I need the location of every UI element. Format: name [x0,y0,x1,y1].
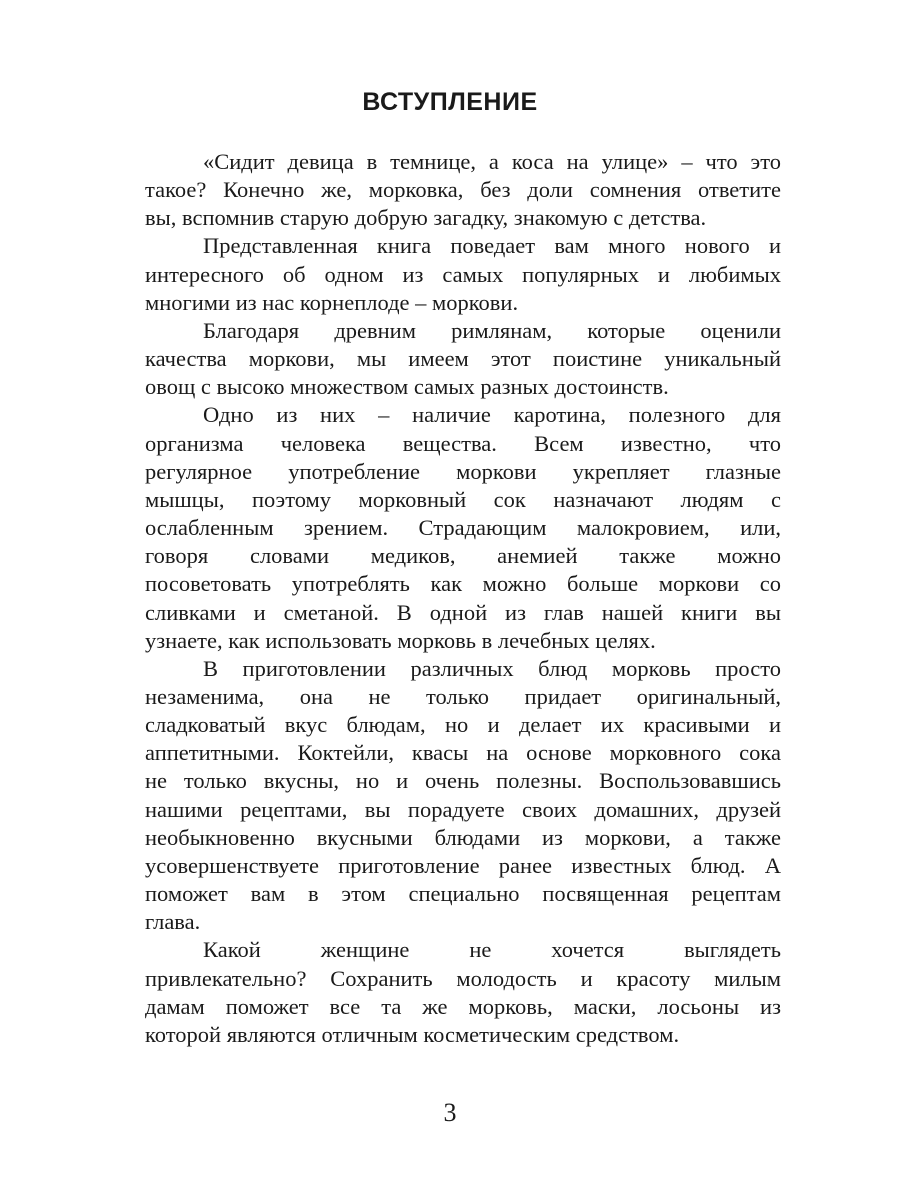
text-line: В приготовлении различных блюд морковь просто [203,655,781,681]
text-line: такое? Конечно же, морковка, без доли сомнения ответите [145,177,781,203]
text-line: дамам поможет все та же морковь, маски, лосьоны из [145,993,781,1019]
text-line: Одно из них – наличие каротина, полезного для [203,402,781,428]
text-line: Благодаря древним римлянам, которые оценили [203,317,781,343]
text-line: незаменима, она не только придает оригинальный, [145,683,781,709]
text-line: сливками и сметаной. В одной из глав нашей книги вы [145,599,781,625]
text-line: организма человека вещества. Всем известно, что [145,430,781,456]
paragraph [145,317,781,401]
text-line: нашими рецептами, вы порадуете своих домашних, друзей [145,796,781,822]
paragraph [145,148,781,232]
text-line: необыкновенно вкусными блюдами из моркови, а также [145,824,781,850]
text-line: многими из нас корнеплоде – моркови. [145,289,519,315]
text-line: регулярное употребление моркови укрепляет глазные [145,458,781,484]
paragraph [145,401,781,654]
text-line: сладковатый вкус блюдам, но и делает их красивыми и [145,712,781,738]
text-line: Какой женщине не хочется выглядеть [203,937,781,963]
paragraph [145,655,781,937]
chapter-title: ВСТУПЛЕНИЕ [362,88,538,116]
text-line: привлекательно? Сохранить молодость и красоту милым [145,965,781,991]
text-line: усовершенствуете приготовление ранее известных блюд. А [145,852,781,878]
text-line: глава. [145,909,201,935]
page-number: 3 [443,1098,457,1127]
text-line: ослабленным зрением. Страдающим малокровием, или, [145,515,781,541]
paragraph [145,232,781,316]
text-line: поможет вам в этом специально посвященная рецептам [145,881,781,907]
text-line: Представленная книга поведает вам много нового и [203,233,781,259]
text-line: аппетитными. Коктейли, квасы на основе морковного сока [145,740,781,766]
text-line: вы, вспомнив старую добрую загадку, знакомую с детства. [145,205,707,231]
text-line: говоря словами медиков, анемией также можно [145,543,781,569]
text-line: качества моркови, мы имеем этот поистине уникальный [145,346,781,372]
text-line: интересного об одном из самых популярных и любимых [145,261,781,287]
text-line: которой являются отличным косметическим средством. [145,1021,680,1047]
text-line: не только вкусны, но и очень полезны. Воспользовавшись [145,768,781,794]
text-line: «Сидит девица в темнице, а коса на улице» – что это [203,149,781,174]
text-line: овощ с высоко множеством самых разных достоинств. [145,374,669,400]
text-line: мышцы, поэтому морковный сок назначают людям с [145,486,781,512]
paragraph [145,936,781,1049]
chapter-body [145,148,781,1049]
text-line: узнаете, как использовать морковь в лечебных целях. [145,627,656,653]
text-line: посоветовать употреблять как можно больше моркови со [145,571,781,597]
